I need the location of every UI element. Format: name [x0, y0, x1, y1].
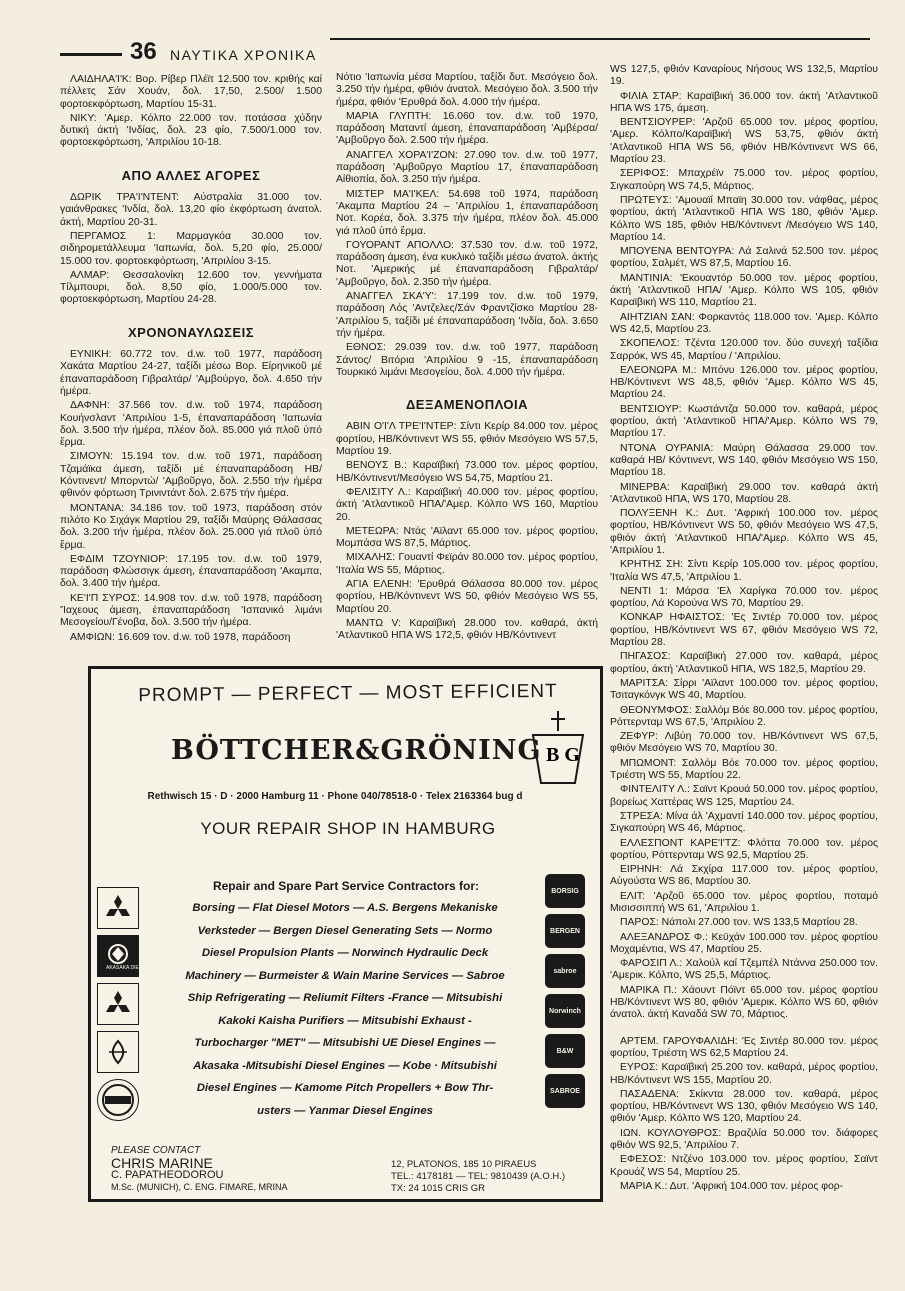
column-2 [336, 72, 598, 644]
ad-headline: PROMPT — PERFECT — MOST EFFICIENT [138, 680, 558, 707]
paragraph: ΜΠΟΥΕΝΑ ΒΕΝΤΟΥΡΑ: Λά Σαλινά 52.500 τον. μέρος φορτίου, Σαλμέτ, WS 87,5, Μαρτίου 16. [610, 246, 878, 270]
contact-company: CHRIS MARINE [111, 1155, 213, 1171]
paragraph: ΜΑΝΤΙΝΙΑ: 'Εκουαντόρ 50.000 τον. μέρος φορτίου, άκτή 'Ατλαντικοῦ ΗΠΑ/ 'Αμερ. Κόλπο WS 105, φθιόν Καραϊβική WS 110, Μαρτίου 21. [610, 272, 878, 309]
paragraph: ΠΡΩΤΕΥΣ: 'Αμουαϊί Μπαϊη 30.000 τον. νάφθας, μέρος φορτίου, άκτή 'Ατλαντικοῦ ΗΠΑ WS 180, φθιόν 'Αμερ. Κόλπο WS 185, φθιόν ΗΒ/Κόντινεντ /Μεσόγειο WS 140, Μαρτίου 14. [610, 194, 878, 243]
sabroe-bear-logo-icon: SABROE [545, 1074, 585, 1108]
paragraph: ΚΕ'Ι'Π ΣΥΡΟΣ: 14.908 τον. d.w. τοῦ 1978, παράδοση 'Ίαχεους άμεση, έπαναπαράδοση 'Ισπανικό λιμάνι Μεσογείου/Γένοβα, δολ. 3.500 τήν ήμέρα. [60, 592, 322, 629]
mitsubishi-logo-icon [97, 983, 139, 1025]
paragraph: ΕΥΡΟΣ: Καραϊβική 25.200 τον. καθαρά, μέρος φορτίου, ΗΒ/Κόντινεντ WS 155, Μαρτίου 20. [610, 1062, 878, 1086]
paragraph: ΜΠΩΜΟΝΤ: Σαλλόμ Βόε 70.000 τον. μέρος φορτίου, Τριέστη WS 55, Μαρτίου 22. [610, 757, 878, 782]
service-line: Verksteder — Bergen Diesel Generating Sets — Normo [197, 924, 493, 937]
paragraph: ΝΙΚΥ: 'Αμερ. Κόλπο 22.000 τον. ποτάσσα χύδην δυτική άκτή 'Ινδίας, δολ. 23 φίο, 7.500/1.000 τον. φορτοεκφόρτωση, 'Απριλίου 10-18. [60, 112, 322, 149]
paragraph: ΦΙΛΙΑ ΣΤΑΡ: Καραϊβική 36.000 τον. άκτή 'Ατλαντικοῦ ΗΠΑ WS 175, άμεση. [610, 90, 878, 114]
paragraph: ΑΛΜΑΡ: Θεσσαλονίκη 12.600 τον. γεννήματα Τίλμπουρι, δολ. 8,50 φίο, 1.000/5.000 τον. φορτοεκφόρτωση, Μαρτίου 24-28. [60, 269, 322, 306]
service-line: usters — Yanmar Diesel Engines [257, 1104, 433, 1117]
paragraph: ΣΚΟΠΕΛΟΣ: Τζέντα 120.000 τον. δύο συνεχή ταξίδια Σαρρόκ, WS 45, Μαρτίου / 'Απριλίου. [610, 338, 878, 362]
paragraph: ΚΟΝΚΑΡ ΗΦΑΙΣΤΟΣ: 'Ες Σιντέρ 70.000 τον. μέρος φορτίου, ΗΒ/Κόντινεντ WS 67, φθιόν Μεσόγειο WS 72, Μαρτίου 28. [610, 612, 878, 649]
header-rule-right [330, 38, 870, 40]
yanmar-logo-icon [97, 1079, 139, 1121]
contact-tel: TEL.: 4178181 — TEL: 9810439 (A.O.H.) [391, 1171, 566, 1182]
paragraph: ΔΑΦΝΗ: 37.566 τον. d.w. τοῦ 1974, παράδοση Κουήνσλαντ 'Απριλίου 1-5, έπαναπαράδοση 'Ιαπωνία δολ. 3.500 τήν ήμέρα, πλέον δολ. 85.000 γιά πλοῦ ὑπό ἕρμα. [60, 400, 322, 449]
ad-company-name: BÖTTCHER&GRÖNING [171, 735, 542, 766]
paragraph: ΠΗΓΑΣΟΣ: Καραϊβική 27.000 τον. καθαρά, μέρος φορτίου, άκτή 'Ατλαντικοῦ ΗΠΑ, WS 182,5, Μαρτίου 29. [610, 651, 878, 675]
contact-person: C. PAPATHEODOROU [111, 1169, 224, 1181]
paragraph: ΚΡΗΤΗΣ ΣΗ: Σίντι Κερίρ 105.000 τον. μέρος φορτίου, 'Ιταλία WS 47,5, 'Απριλίου 1. [610, 559, 878, 583]
paragraph: ΠΕΡΓΑΜΟΣ 1: Μαρμαγκόα 30.000 τον. σιδηρομετάλλευμα 'Ιαπωνία, δολ. 5,20 φίο, 25.000/ 15.000 τον. φορτοεκφόρτωση, 'Απριλίου 3-15. [60, 230, 322, 267]
paragraph: ΒΕΝΤΣΙΟΥΡΕΡ: 'Αρζοῦ 65.000 τον. μέρος φορτίου, 'Αμερ. Κόλπο/Καραϊβική WS 53,75, φθιόν άκτή 'Ατλαντικοῦ ΗΠΑ WS 56, φθιόν ΗΒ/Κόντινεντ WS 66, Μαρτίου 23. [610, 117, 878, 166]
paragraph: ΓΟΥΟΡΑΝΤ ΑΠΟΛΛΟ: 37.530 τον. d.w. τοῦ 1972, παράδοση άμεση, ένα κυκλικό ταξίδι μέσω άνατολ. άκτής Νοτ. 'Αμερικής μέ έπαναπαράδοση Γιβραλτάρ/ 'Αμβοῦργο, δολ. 2.350 τήν ήμέρα. [336, 239, 598, 288]
akasaka-logo-icon [97, 935, 149, 977]
paragraph: ΘΕΟΝΥΜΦΟΣ: Σαλλόμ Βόε 80.000 τον. μέρος φορτίου, Ρόττερνταμ WS 67,5, 'Απριλίου 2. [610, 704, 878, 728]
paragraph: ΕΛΙΤ: 'Αρζοῦ 65.000 τον. μέρος φορτίου, ποταμό Μισισσιππή WS 61, 'Απριλίου 1. [610, 890, 878, 914]
paragraph: ΑΙΗΤΖΙΑΝ ΣΑΝ: Φορκαντός 118.000 τον. 'Αμερ. Κόλπο WS 42,5, Μαρτίου 23. [610, 311, 878, 335]
contact-address-block [391, 1159, 591, 1195]
paragraph: ΑΝΑΓΓΕΛ ΣΚΑ'Υ': 17.199 τον. d.w. τοῦ 1979, παράδοση Λός 'Αντζελες/Σάν Φραντζίσκο Μαρτίου 28- 'Απριλίου 5, ταξίδι μέ έπαναπαράδοση 'Ινδία, δολ. 3.650 τήν ήμέρα. [336, 291, 598, 339]
ad-tagline: YOUR REPAIR SHOP IN HAMBURG [200, 819, 496, 838]
paragraph: ΕΛΕΟΝΩΡΑ Μ.: Μπόνυ 126.000 τον. μέρος φορτίου, ΗΒ/Κόντινεντ WS 48,5, φθιόν 'Αμερ. Κόλπο WS 45, Μαρτίου 24. [610, 364, 878, 401]
paragraph: ΝΕΝΤΙ 1: Μάρσα 'Ελ Χαρίγκα 70.000 τον. μέρος φορτίου, Λά Κορούνα WS 70, Μαρτίου 29. [610, 585, 878, 610]
paragraph: ΜΑΡΙΤΣΑ: Σίρρι 'Αϊλαντ 100.000 τον. μέρος φορτίου, Τσιταγκόνγκ WS 40, Μαρτίου. [610, 677, 878, 702]
paragraph: ΜΑΡΙΑ ΓΛΥΠΤΗ: 16.060 τον. d.w. τοῦ 1970, παράδοση Ματαντί άμεση, έπαναπαράδοση 'Αμβέρσα/ 'Αμβοῦργο δολ. 2.500 τήν ήμέρα. [336, 110, 598, 147]
paragraph: ΠΑΣΑΔΕΝΑ: Σκίκντα 28.000 τον. καθαρά, μέρος φορτίου, ΗΒ/Κόντινεντ WS 130, φθιόν Μεσόγειο WS 140, φθιόν 'Αμερ. Κόλπο WS 120, Μαρτίου 24. [610, 1088, 878, 1125]
spacer [610, 1024, 878, 1036]
paragraph: ΠΑΡΟΣ: Νάπολι 27.000 τον. WS 133,5 Μαρτίου 28. [620, 917, 858, 929]
bergen-logo-icon: BERGEN [545, 914, 585, 948]
paragraph: ΦΑΡΟΣΙΠ Λ.: Χαλούλ καί Τζεμπέλ Ντάννα 250.000 τον. 'Αμερικ. Κόλπο, WS 25,5, Μάρτιος. [610, 958, 878, 982]
paragraph: ΑΓΙΑ ΕΛΕΝΗ: 'Ερυθρά Θάλασσα 80.000 τον. μέρος φορτίου, ΗΒ/Κόντινεντ WS 50, φθιόν Μεσόγειο WS 55, Μαρτίου 20. [336, 578, 598, 615]
column-1 [60, 74, 322, 646]
service-line: Borsing — Flat Diesel Motors — A.S. Bergens Mekaniske [192, 902, 498, 914]
paragraph: ΣΕΡΙΦΟΣ: Μπαχρέϊν 75.000 τον. μέρος φορτίου, Σιγκαπούρη WS 74,5, Μάρτιος. [610, 168, 878, 192]
left-logo-column [97, 887, 149, 1127]
contact-block [111, 1145, 351, 1193]
paragraph: ΝΤΟΝΑ ΟΥΡΑΝΙΑ: Μαύρη Θάλασσα 29.000 τον. καθαρά ΗΒ/ Κόντινεντ, WS 140, φθιόν Μεσόγειο WS 150, Μαρτίου 18. [610, 442, 878, 479]
paragraph: ΜΙΝΕΡΒΑ: Καραϊβική 29.000 τον. καθαρά άκτή 'Ατλαντικοῦ ΗΠΑ, WS 170, Μαρτίου 28. [610, 481, 878, 505]
paragraph: ΕΥΝΙΚΗ: 60.772 τον. d.w. τοῦ 1977, παράδοση Χακάτα Μαρτίου 24-27, ταξίδι μέσω Βορ. Είρηνικοῦ μέ έπαναπαράδοση Γιβραλτάρ/ 'Αμβούργο, δολ. 4.650 τήν ήμέρα. [60, 349, 322, 397]
paragraph: ΑΡΤΕΜ. ΓΑΡΟΥΦΑΛΙΔΗ: 'Ες Σιντέρ 80.000 τον. μέρος φορτίου, Τριέστη WS 62,5 Μαρτίου 24. [610, 1035, 878, 1059]
paragraph: ΣΙΜΟΥΝ: 15.194 τον. d.w. τοῦ 1971, παράδοση Τζαμάϊκα άμεση, ταξίδι μέ έπαναπαράδοση ΗΒ/ Κόντινεντ/ Μπορντώ/ 'Αμβοῦργο, δολ. 2.550 τήν ήμέρα φθινόν φόρτωση Τρινιντάντ δολ. 2.675 τήν ήμέρα. [60, 451, 322, 500]
paragraph: ΜΟΝΤΑΝΑ: 34.186 τον. τοῦ 1973, παράδοση στόν πιλότο Κο Σιχάγκ Μαρτίου 29, ταξίδι Μαύρης Θάλασσας δολ. 3.200 τήν ήμέρα, πλέον δολ. 25.000 γιά πλοῦ ὑπό ἕρμα. [60, 502, 322, 551]
service-line: Machinery — Burmeister & Wain Marine Services — Sabroe [185, 969, 505, 982]
paragraph: Νότιο 'Ιαπωνία μέσα Μαρτίου, ταξίδι δυτ. Μεσόγειο δολ. 3.250 τήν ήμέρα, φθιόν άνατολ. Μεσόγειο δολ. 3.500 τήν ήμέρα, φθιόν 'Ερυθρά δολ. 4.000 τήν ήμέρα. [336, 72, 598, 108]
paragraph: ΕΘΝΟΣ: 29.039 τον. d.w. τοῦ 1977, παράδοση Σάντος/ Βιτόρια 'Απριλίου 9 -15, έπαναπαράδοση Τουρκικό λιμάνι Μεσογείου, δολ. 4.000 τήν ήμέρα. [336, 342, 598, 378]
paragraph: ΕΦΔΙΜ ΤΖΟΥΝΙΟΡ: 17.195 τον. d.w. τοῦ 1979, παράδοση Φλώσσιγκ άμεση, έπαναπαράδοση 'Ακαμπα, δολ. 3.400 τήν ήμέρα. [60, 553, 322, 590]
paragraph: ΜΕΤΕΩΡΑ: Ντάς 'Αϊλαντ 65.000 τον. μέρος φορτίου, Μομπάσα WS 87,5, Μάρτιος. [336, 525, 598, 550]
sabroe-logo-icon: sabroe [545, 954, 585, 988]
header-rule-left [60, 53, 122, 56]
paragraph: ΒΕΝΟΥΣ Β.: Καραϊβική 73.000 τον. μέρος φορτίου, ΗΒ/Κόντινεντ/Μεσόγειο WS 54,75, Μαρτίου 21. [336, 460, 598, 484]
paragraph: ΠΟΛΥΞΕΝΗ Κ.: Δυτ. 'Αφρική 100.000 τον. μέρος φορτίου, ΗΒ/Κόντινεντ WS 50, φθιόν Μεσόγειο WS 47,5, φθιόν άκτή 'Ατλαντικοῦ ΗΠΑ/'Αμερ. Κόλπο WS 45, 'Απριλίου 1. [610, 508, 878, 556]
section-heading: ΔΕΞΑΜΕΝΟΠΛΟΙΑ [405, 397, 529, 413]
right-logo-column [545, 874, 589, 1114]
services-list [149, 897, 541, 1122]
paragraph: ΜΑΡΙΚΑ Π.: Χάουντ Πόϊντ 65.000 τον. μέρος φορτίου ΗΒ/Κόντινεντ WS 80, φθιόν 'Αμερικ. Κόλπο WS 60, φθιόν άνατολ. άκτή Καναδά SW 70, Μάρτιος. [610, 984, 878, 1021]
bg-ship-logo-icon [529, 709, 587, 789]
contact-telex: TX: 24 1015 CRIS GR [391, 1183, 485, 1194]
contact-credentials: M.Sc. (MUNICH), C. ENG. FIMARE, MRINA [111, 1182, 288, 1192]
paragraph: ΕΙΡΗΝΗ: Λά Σκχίρα 117.000 τον. μέρος φορτίου, Αὐγούστα WS 86, Μαρτίου 30. [610, 864, 878, 888]
paragraph: ΜΙΣΤΕΡ ΜΑ'Ι'ΚΕΛ: 54.698 τοῦ 1974, παράδοση 'Ακαμπα Μαρτίου 24 – 'Απριλίου 1, έπαναπαράδοση Νοτ. Κορέα, δολ. 3.375 τήν ήμέρα, πλέον δολ. 45.000 γιά πλοῦ ὑπό ἕρμα. [336, 188, 598, 237]
contact-address: 12, PLATONOS, 185 10 PIRAEUS [391, 1159, 537, 1170]
page-number: 36 [130, 38, 157, 65]
paragraph: ΣΤΡΕΣΑ: Μίνα άλ 'Αχμαντί 140.000 τον. μέρος φορτίου, Σιγκαπούρη WS 46, Μάρτιος. [610, 810, 878, 835]
paragraph: ΜΑΡΙΑ Κ.: Δυτ. 'Αφρική 104.000 τον. μέρος φορ- [620, 1180, 844, 1192]
paragraph: ΒΕΝΤΣΙΟΥΡ: Κωστάντζα 50.000 τον. καθαρά, μέρος φορτίου, άκτή 'Ατλαντικοῦ ΗΠΑ/'Αμερ. Κόλπο WS 79, Μαρτίου 17. [610, 403, 878, 440]
logo-letter-b: B G [546, 744, 580, 766]
paragraph: ΛΑΙΔΗΛΑ'Ι'Κ: Βορ. Ρίβερ Πλέϊτ 12.500 τον. κριθής καί πέλλετς Σάν Χουάν, δολ. 17,50, 2.500/ 1.500 φορτοεκφόρτωση, Μαρτίου 15-31. [60, 74, 322, 110]
norwinch-logo-icon: Norwinch [545, 994, 585, 1028]
akasaka-logo-label: AKASAKA DIESEL [106, 965, 149, 971]
mitsubishi-logo-icon [97, 887, 139, 929]
advertisement [88, 666, 603, 1202]
paragraph: ΔΩΡΙΚ ΤΡΑ'Ι'ΝΤΕΝΤ: Αύστραλία 31.000 τον. γαιάνθρακες 'Ινδία, δολ. 13,20 φίο έκφόρτωση άνατολ. άκτή, Μαρτίου 20-31. [60, 192, 322, 228]
paragraph: ΑΒΙΝ Ο'Ι'Λ ΤΡΕ'Ι'ΝΤΕΡ: Σίντι Κερίρ 84.000 τον. μέρος φορτίου, ΗΒ/Κόντινεντ WS 55, φθιόν Μεσόγειο WS 57,5, Μαρτίου 19. [336, 421, 598, 458]
column-3 [610, 64, 878, 1195]
kamome-logo-icon [97, 1031, 139, 1073]
bw-logo-icon: B&W [545, 1034, 585, 1068]
section-heading: ΧΡΟΝΟΝΑΥΛΩΣΕΙΣ [127, 324, 255, 340]
paragraph: ΑΛΕΞΑΝΔΡΟΣ Φ.: Κεϋχάν 100.000 τον. μέρος φορτίου Μοχαμέντια, WS 47, Μαρτίου 25. [610, 931, 878, 955]
paragraph: ΜΑΝΤΩ V: Καραϊβική 28.000 τον. καθαρά, άκτή 'Ατλαντικοῦ ΗΠΑ WS 172,5, φθιόν ΗΒ/Κόντινεντ [336, 617, 598, 642]
service-line: Diesel Propulsion Plants — Norwinch Hydraulic Deck [201, 947, 489, 959]
paragraph: ΙΩΝ. ΚΟΥΛΟΥΘΡΟΣ: Βραζιλία 50.000 τον. διάφορες φθιόν WS 92,5, 'Απριλίου 7. [610, 1127, 878, 1152]
publication-title: ΝΑΥΤΙΚΑ ΧΡΟΝΙΚΑ [170, 47, 317, 63]
paragraph: ΕΛΛΕΣΠΟΝΤ ΚΑΡΕ'Ι'ΤΖ: Φλόττα 70.000 τον. μέρος φορτίου, Ρόττερνταμ WS 92,5, Μαρτίου 25. [610, 837, 878, 861]
services-title: Repair and Spare Part Service Contractors for: [212, 879, 480, 893]
section-heading: ΑΠΟ ΑΛΛΕΣ ΑΓΟΡΕΣ [121, 167, 261, 183]
paragraph: ΑΝΑΓΓΕΛ ΧΟΡΑ'Ι'ΖΟΝ: 27.090 τον. d.w. τοῦ 1977, παράδοση 'Αμβοῦργο Μαρτίου 17, έπαναπαράδοση Αἰθιοπία, δολ. 3.250 τήν ήμέρα. [336, 149, 598, 186]
paragraph: ΑΜΦΙΩΝ: 16.609 τον. d.w. τοῦ 1978, παράδοση [70, 631, 291, 643]
please-contact: PLEASE CONTACT [111, 1145, 201, 1156]
paragraph: ΦΕΛΙΣΙΤΥ Λ.: Καραϊβική 40.000 τον. μέρος φορτίου, άκτή 'Ατλαντικοῦ ΗΠΑ/'Αμερ. Κόλπο WS 160, Μαρτίου 20. [336, 486, 598, 523]
service-line: Ship Refrigerating — Reliumit Filters -France — Mitsubishi [187, 992, 503, 1004]
paragraph: ΜΙΧΑΛΗΣ: Γουαντί Φεϊράν 80.000 τον. μέρος φορτίου, 'Ιταλία WS 55, Μάρτιος. [336, 552, 598, 576]
borsig-logo-icon: BORSIG [545, 874, 585, 908]
service-line: Akasaka -Mitsubishi Diesel Engines — Kobe · Mitsubishi [193, 1059, 497, 1072]
paragraph: ΕΦΕΣΟΣ: Ντζένο 103.000 τον. μέρος φορτίου, Σαϊντ Κρουάζ WS 54, Μαρτίου 25. [610, 1154, 878, 1178]
service-line: Turbocharger "MET" — Mitsubishi UE Diesel Engines — [194, 1037, 496, 1049]
paragraph: WS 127,5, φθιόν Καναρίους Νήσους WS 132,5, Μαρτίου 19. [610, 64, 878, 88]
service-line: Diesel Engines — Kamome Pitch Propellers + Bow Thr- [196, 1082, 494, 1094]
paragraph: ΖΕΦΥΡ: Λιβύη 70.000 τον. ΗΒ/Κόντινεντ WS 67,5, φθιόν Μεσόγειο WS 70, Μαρτίου 30. [610, 731, 878, 755]
ad-address: Rethwisch 15 · D · 2000 Hamburg 11 · Phone 040/78518-0 · Telex 2163364 bug d [147, 791, 523, 802]
service-line: Kakoki Kaisha Purifiers — Mitsubishi Exhaust - [218, 1014, 472, 1027]
paragraph: ΦΙΝΤΕΛΙΤΥ Λ.: Σαϊντ Κρουά 50.000 τον. μέρος φορτίου, βορείως Χαττέρας WS 125, Μαρτίου 24. [610, 784, 878, 808]
